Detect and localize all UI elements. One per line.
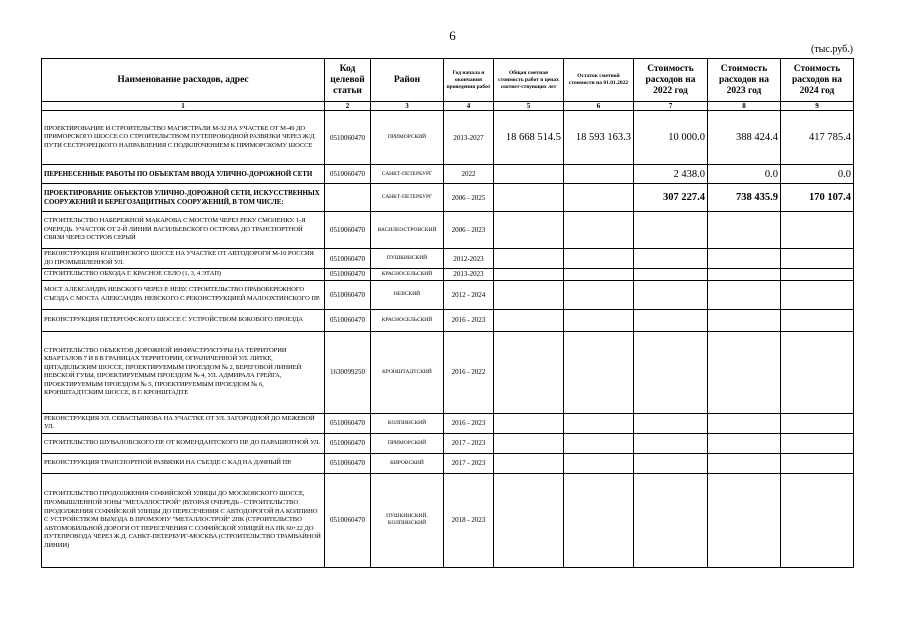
cost-2022 — [634, 280, 708, 309]
total-cost — [494, 249, 564, 269]
cost-2022 — [634, 331, 708, 413]
cost-2023 — [708, 269, 781, 281]
total-cost — [494, 413, 564, 433]
cost-2024: 0.0 — [781, 165, 854, 184]
target-code: 0510060470 — [325, 453, 371, 473]
total-cost — [494, 165, 564, 184]
cost-2024: 417 785.4 — [781, 111, 854, 165]
table-row — [42, 165, 854, 184]
cost-2022: 2 438.0 — [634, 165, 708, 184]
district: КОЛПИНСКИЙ — [371, 413, 444, 433]
column-number: 7 — [634, 102, 708, 111]
cost-2023 — [708, 473, 781, 567]
column-number: 8 — [708, 102, 781, 111]
cost-2024 — [781, 331, 854, 413]
cost-2024 — [781, 249, 854, 269]
target-code: 0510060470 — [325, 280, 371, 309]
cost-2023 — [708, 413, 781, 433]
cost-2022 — [634, 433, 708, 453]
expense-name: РЕКОНСТРУКЦИЯ КОЛПИНСКОГО ШОССЕ НА УЧАСТКЕ ОТ АВТОДОРОГИ М-10 РОССИЯ ДО ПРОМЫШЛЕННОЙ УЛ. — [42, 249, 325, 269]
district: САНКТ-ПЕТЕРБУРГ — [371, 184, 444, 212]
expense-name: ПРОЕКТИРОВАНИЕ И СТРОИТЕЛЬСТВО МАГИСТРАЛИ М-32 НА УЧАСТКЕ ОТ М-49 ДО ПРИМОРСКОГО ШОССЕ СО СТРОИТЕЛЬСТВОМ ПУТЕПРОВОДНОЙ РАЗВЯЗКИ ЧЕРЕЗ Ж/Д ПУТИ СЕСТРОРЕЦКОГО НАПРАВЛЕНИЯ С ПОДКЛЮЧЕНИЕМ К ПРИМОРСКОМУ ШОССЕ — [42, 111, 325, 165]
column-number: 3 — [371, 102, 444, 111]
table-row — [42, 111, 854, 165]
target-code — [325, 184, 371, 212]
remainder-cost — [564, 165, 634, 184]
cost-2024 — [781, 413, 854, 433]
units-label: (тыс.руб.) — [810, 44, 853, 55]
header-cost-2022: Стоимость расходов на 2022 год — [634, 59, 708, 102]
district: НЕВСКИЙ — [371, 280, 444, 309]
cost-2022 — [634, 309, 708, 331]
remainder-cost — [564, 473, 634, 567]
remainder-cost — [564, 413, 634, 433]
column-number: 1 — [42, 102, 325, 111]
table-row — [42, 184, 854, 212]
cost-2024 — [781, 433, 854, 453]
cost-2022: 307 227.4 — [634, 184, 708, 212]
header-name: Наименование расходов, адрес — [42, 59, 325, 102]
target-code: 0510060470 — [325, 111, 371, 165]
work-years: 2017 - 2023 — [444, 433, 494, 453]
work-years: 2017 - 2023 — [444, 453, 494, 473]
total-cost — [494, 473, 564, 567]
header-cost-2023: Стоимость расходов на 2023 год — [708, 59, 781, 102]
table-row — [42, 473, 854, 567]
table-row — [42, 280, 854, 309]
target-code: 0510060470 — [325, 473, 371, 567]
work-years: 2018 - 2023 — [444, 473, 494, 567]
header-row — [42, 59, 854, 102]
work-years: 2013-2023 — [444, 269, 494, 281]
target-code: 0510060470 — [325, 249, 371, 269]
work-years: 2006 - 2025 — [444, 184, 494, 212]
expense-name: РЕКОНСТРУКЦИЯ ПЕТЕРГОФСКОГО ШОССЕ С УСТРОЙСТВОМ БОКОВОГО ПРОЕЗДА — [42, 309, 325, 331]
expense-name: СТРОИТЕЛЬСТВО ОБЪЕКТОВ ДОРОЖНОЙ ИНФРАСТРУКТУРЫ НА ТЕРРИТОРИИ КВАРТАЛОВ 7 И 8 В ГРАНИЦАХ ТЕРРИТОРИИ, ОГРАНИЧЕННОЙ УЛ. ЛИТКЕ, ЦИТАДЕЛЬСКИМ ШОССЕ, ПРОЕКТИРУЕМЫМ ПРОЕЗДОМ № 2, БЕРЕГОВОЙ ЛИНИЕЙ НЕВСКОЙ ГУБЫ, ПРОЕКТИРУЕМЫМ ПРОЕЗДОМ № 4, УЛ. АДМИРАЛА ГРЕЙГА, ПРОЕКТИРУЕМЫМ ПРОЕЗДОМ № 5, ПРОЕКТИРУЕМЫМ ПРОЕЗДОМ № 6, КРОНШТАДТСКИМ ШОССЕ, В Г. КРОНШТАДТЕ — [42, 331, 325, 413]
cost-2023 — [708, 433, 781, 453]
cost-2024 — [781, 309, 854, 331]
total-cost: 18 668 514.5 — [494, 111, 564, 165]
expense-name: МОСТ АЛЕКСАНДРА НЕВСКОГО ЧЕРЕЗ Р. НЕВУ. СТРОИТЕЛЬСТВО ПРАВОБЕРЕЖНОГО СЪЕЗДА С МОСТА АЛЕКСАНДРА НЕВСКОГО С РЕКОНСТРУКЦИЕЙ МАЛООХТИНСКОГО ПР. — [42, 280, 325, 309]
total-cost — [494, 280, 564, 309]
cost-2022: 10 000.0 — [634, 111, 708, 165]
cost-2022 — [634, 473, 708, 567]
work-years: 2012 - 2024 — [444, 280, 494, 309]
work-years: 2013-2027 — [444, 111, 494, 165]
cost-2022 — [634, 269, 708, 281]
total-cost — [494, 331, 564, 413]
cost-2022 — [634, 413, 708, 433]
district: КРАСНОСЕЛЬСКИЙ — [371, 269, 444, 281]
cost-2023 — [708, 212, 781, 249]
table-row — [42, 331, 854, 413]
cost-2023 — [708, 331, 781, 413]
cost-2024 — [781, 269, 854, 281]
expense-name: РЕКОНСТРУКЦИЯ ТРАНСПОРТНОЙ РАЗВЯЗКИ НА СЪЕЗДЕ С КАД НА ДАЧНЫЙ ПР. — [42, 453, 325, 473]
target-code: 0510060470 — [325, 413, 371, 433]
work-years: 2012-2023 — [444, 249, 494, 269]
district: КРОНШТАДТСКИЙ — [371, 331, 444, 413]
work-years: 2022 — [444, 165, 494, 184]
table-row — [42, 212, 854, 249]
header-district: Район — [371, 59, 444, 102]
cost-2023 — [708, 453, 781, 473]
district: ПРИМОРСКИЙ — [371, 111, 444, 165]
column-number-row — [42, 102, 854, 111]
cost-2023: 0.0 — [708, 165, 781, 184]
expense-name: СТРОИТЕЛЬСТВО ОБХОДА Г. КРАСНОЕ СЕЛО (1, 3, 4 ЭТАП) — [42, 269, 325, 281]
cost-2023 — [708, 280, 781, 309]
remainder-cost — [564, 249, 634, 269]
district: КРАСНОСЕЛЬСКИЙ — [371, 309, 444, 331]
total-cost — [494, 453, 564, 473]
cost-2024 — [781, 212, 854, 249]
cost-2024 — [781, 280, 854, 309]
cost-2023 — [708, 249, 781, 269]
column-number: 4 — [444, 102, 494, 111]
table-row — [42, 269, 854, 281]
total-cost — [494, 309, 564, 331]
work-years: 2006 - 2023 — [444, 212, 494, 249]
column-number: 9 — [781, 102, 854, 111]
cost-2022 — [634, 453, 708, 473]
expense-name: СТРОИТЕЛЬСТВО ПРОДОЛЖЕНИЯ СОФИЙСКОЙ УЛИЦЫ ДО МОСКОВСКОГО ШОССЕ, ПРОМЫШЛЕННОЙ ЗОНЫ "МЕТАЛЛОСТРОЙ" (ВТОРАЯ ОЧЕРЕДЬ - СТРОИТЕЛЬСТВО ПРОДОЛЖЕНИЯ СОФИЙСКОЙ УЛИЦЫ ДО ПЕРЕСЕЧЕНИЯ С АВТОДОРОГОЙ НА КОЛПИНО С УСТРОЙСТВОМ ВЫХОДА В ПРОМЗОНУ "МЕТАЛЛОСТРОЙ" 2ПК (СТРОИТЕЛЬСТВО АВТОМОБИЛЬНОЙ ДОРОГИ ОТ ПЕРЕСЕЧЕНИЯ С СОФИЙСКОЙ УЛИЦЕЙ НА ПК 60+22 ДО ПУТЕПРОВОДА ЧЕРЕЗ Ж.Д. САНКТ-ПЕТЕРБУРГ-МОСКВА (СТРОИТЕЛЬСТВО ТРАМВАЙНОЙ ЛИНИИ) — [42, 473, 325, 567]
remainder-cost — [564, 309, 634, 331]
header-total-cost: Общая сметная стоимость работ в ценах соответ-ствующих лет — [494, 59, 564, 102]
expense-name: СТРОИТЕЛЬСТВО НАБЕРЕЖНОЙ МАКАРОВА С МОСТОМ ЧЕРЕЗ РЕКУ СМОЛЕНКУ. 1-Я ОЧЕРЕДЬ. УЧАСТОК ОТ 2-Й ЛИНИИ ВАСИЛЬЕВСКОГО ОСТРОВА ДО ТРАНСПОРТНОЙ СВЯЗИ ЧЕРЕЗ ОСТРОВ СЕРЫЙ — [42, 212, 325, 249]
expense-name: ПЕРЕНЕСЕННЫЕ РАБОТЫ ПО ОБЪЕКТАМ ВВОДА УЛИЧНО-ДОРОЖНОЙ СЕТИ — [42, 165, 325, 184]
work-years: 2016 - 2023 — [444, 309, 494, 331]
cost-2024 — [781, 473, 854, 567]
table-row — [42, 413, 854, 433]
remainder-cost — [564, 280, 634, 309]
table-row — [42, 249, 854, 269]
district: ВАСИЛЕОСТРОВСКИЙ — [371, 212, 444, 249]
target-code: 1630099250 — [325, 331, 371, 413]
district: ПУШКИНСКИЙ — [371, 249, 444, 269]
total-cost — [494, 184, 564, 212]
table-row — [42, 433, 854, 453]
column-number: 6 — [564, 102, 634, 111]
column-number: 5 — [494, 102, 564, 111]
remainder-cost — [564, 433, 634, 453]
remainder-cost — [564, 184, 634, 212]
cost-2023: 388 424.4 — [708, 111, 781, 165]
header-code: Код целевой статьи — [325, 59, 371, 102]
table-row — [42, 309, 854, 331]
total-cost — [494, 269, 564, 281]
target-code: 0510060470 — [325, 433, 371, 453]
remainder-cost — [564, 212, 634, 249]
remainder-cost: 18 593 163.3 — [564, 111, 634, 165]
page-number: 6 — [449, 28, 456, 43]
target-code: 0510060470 — [325, 269, 371, 281]
cost-2022 — [634, 212, 708, 249]
expense-name: РЕКОНСТРУКЦИЯ УЛ. СЕВАСТЬЯНОВА НА УЧАСТКЕ ОТ УЛ. ЗАГОРОДНОЙ ДО МЕЖЕВОЙ УЛ. — [42, 413, 325, 433]
column-number: 2 — [325, 102, 371, 111]
district: ПУШКИНСКИЙ, КОЛПИНСКИЙ — [371, 473, 444, 567]
cost-2023 — [708, 309, 781, 331]
district: ПРИМОРСКИЙ — [371, 433, 444, 453]
work-years: 2016 - 2023 — [444, 413, 494, 433]
total-cost — [494, 433, 564, 453]
budget-table — [41, 58, 854, 568]
remainder-cost — [564, 331, 634, 413]
target-code: 0510060470 — [325, 165, 371, 184]
table-row — [42, 453, 854, 473]
cost-2023: 738 435.9 — [708, 184, 781, 212]
expense-name: ПРОЕКТИРОВАНИЕ ОБЪЕКТОВ УЛИЧНО-ДОРОЖНОЙ СЕТИ, ИСКУССТВЕННЫХ СООРУЖЕНИЙ И БЕРЕГОЗАЩИТНЫХ СООРУЖЕНИЙ, В ТОМ ЧИСЛЕ: — [42, 184, 325, 212]
target-code: 0510060470 — [325, 212, 371, 249]
header-remainder: Остаток сметной стоимости на 01.01.2022 — [564, 59, 634, 102]
district: КИРОВСКИЙ — [371, 453, 444, 473]
header-cost-2024: Стоимость расходов на 2024 год — [781, 59, 854, 102]
work-years: 2016 - 2022 — [444, 331, 494, 413]
cost-2024 — [781, 453, 854, 473]
target-code: 0510060470 — [325, 309, 371, 331]
cost-2022 — [634, 249, 708, 269]
cost-2024: 170 107.4 — [781, 184, 854, 212]
header-years: Год начала и окончания проведения работ — [444, 59, 494, 102]
remainder-cost — [564, 453, 634, 473]
expense-name: СТРОИТЕЛЬСТВО ШУВАЛОВСКОГО ПР. ОТ КОМЕНДАНТСКОГО ПР. ДО ПАРАШЮТНОЙ УЛ. — [42, 433, 325, 453]
district: САНКТ-ПЕТЕРБУРГ — [371, 165, 444, 184]
remainder-cost — [564, 269, 634, 281]
total-cost — [494, 212, 564, 249]
